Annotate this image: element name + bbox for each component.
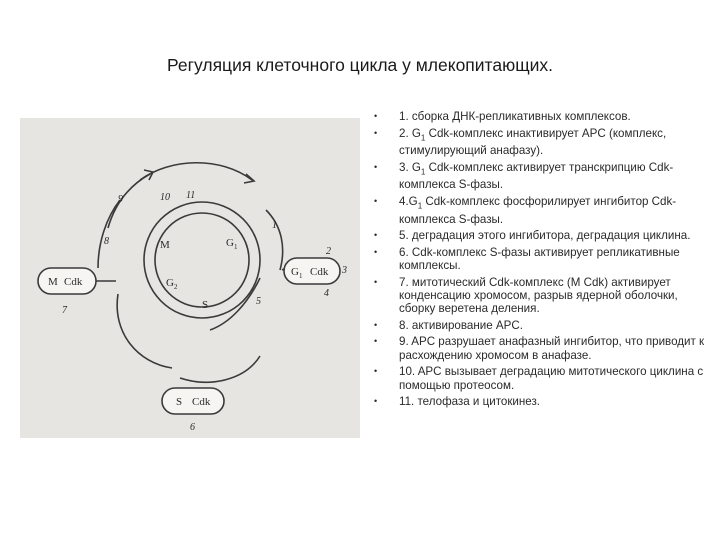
inner-label-m: M xyxy=(160,239,170,251)
step-number-11: 11 xyxy=(186,190,196,201)
step-number-10: 10 xyxy=(160,192,170,203)
step-list-item xyxy=(370,195,710,226)
step-text: 6. Cdk-комплекс S-фазы активирует репликативные комплексы. xyxy=(399,245,680,273)
m-cdk-label-m: M xyxy=(48,276,58,288)
g1-cdk-label-cdk: Cdk xyxy=(310,266,329,278)
bullet-icon: • xyxy=(374,246,378,257)
step-list-item xyxy=(370,110,710,123)
step-text: 1. сборка ДНК-репликативных комплексов. xyxy=(399,110,631,123)
inner-label-g2-sub: 2 xyxy=(174,283,178,291)
step-number-9: 9 xyxy=(118,194,123,205)
bullet-icon: • xyxy=(374,196,378,206)
bullet-icon: • xyxy=(374,111,378,121)
step-text: 2. $G_1$ Cdk-комплекс инактивирует APC (комплекс, стимулирующий анафазу). xyxy=(399,126,667,158)
bullet-icon: • xyxy=(374,336,378,347)
bullet-icon: • xyxy=(374,366,378,377)
inner-label-g1: G xyxy=(226,237,234,249)
step-list-item xyxy=(370,127,710,158)
step-list-item xyxy=(370,365,710,392)
step-number-4: 4 xyxy=(324,288,329,299)
step-text: 10. APC вызывает деградацию митотического циклина с помощью протеосом. xyxy=(399,365,704,392)
g1-cdk-label-sub: 1 xyxy=(299,272,303,280)
bullet-icon: • xyxy=(374,127,378,138)
step-list-item xyxy=(370,246,710,273)
step-list-item xyxy=(370,161,710,192)
step-list-item xyxy=(370,395,710,408)
step-text: 5. деградация этого ингибитора, деградация циклина. xyxy=(399,229,691,243)
step-text: $4.G_1$ Cdk-комплекс фосфорилирует ингибитор Cdk-комплекса S-фазы. xyxy=(399,195,677,226)
step-number-1: 1 xyxy=(272,220,277,231)
bullet-icon: • xyxy=(374,161,378,172)
m-cdk-label-cdk: Cdk xyxy=(64,276,83,288)
step-text: 3. $G_1$ Cdk-комплекс активирует транскрипцию Cdk-комплекса S-фазы. xyxy=(399,160,674,192)
bullet-icon: • xyxy=(374,319,378,330)
step-list-item xyxy=(370,229,710,242)
bullet-icon: • xyxy=(374,276,378,287)
bullet-icon: • xyxy=(374,396,378,407)
slide-title: Регуляция клеточного цикла у млекопитающих. xyxy=(166,55,554,75)
s-cdk-label-cdk: Cdk xyxy=(192,396,211,408)
inner-label-s: S xyxy=(202,299,209,311)
step-number-7: 7 xyxy=(62,305,67,316)
step-text: 11. телофаза и цитокинез. xyxy=(399,395,541,409)
s-cdk-label-s: S xyxy=(176,396,183,408)
step-number-6: 6 xyxy=(190,422,195,433)
cell-cycle-diagram xyxy=(20,118,360,438)
step-number-2: 2 xyxy=(326,246,331,257)
g1-cdk-label-g: G xyxy=(291,266,299,278)
step-text: 9. APC разрушает анафазный ингибитор, что приводит к расхождению хромосом в анафазе. xyxy=(399,335,705,362)
step-number-3: 3 xyxy=(342,265,347,276)
step-number-5: 5 xyxy=(256,296,261,307)
step-list-item xyxy=(370,276,710,316)
step-list-item xyxy=(370,319,710,332)
step-list-item xyxy=(370,335,710,362)
step-list xyxy=(370,110,710,412)
step-number-8: 8 xyxy=(104,236,109,247)
cell-cycle-diagram-svg xyxy=(20,118,360,438)
inner-label-g1-sub: 1 xyxy=(234,243,238,251)
step-text: 7. митотический Cdk-комплекс (M Cdk) активирует конденсацию хромосом, разрыв ядерной оболочки, сборку веретена деления. xyxy=(399,275,678,316)
inner-label-g2: G xyxy=(166,277,174,289)
step-text: 8. активирование APC. xyxy=(399,318,523,332)
bullet-icon: • xyxy=(374,230,378,241)
